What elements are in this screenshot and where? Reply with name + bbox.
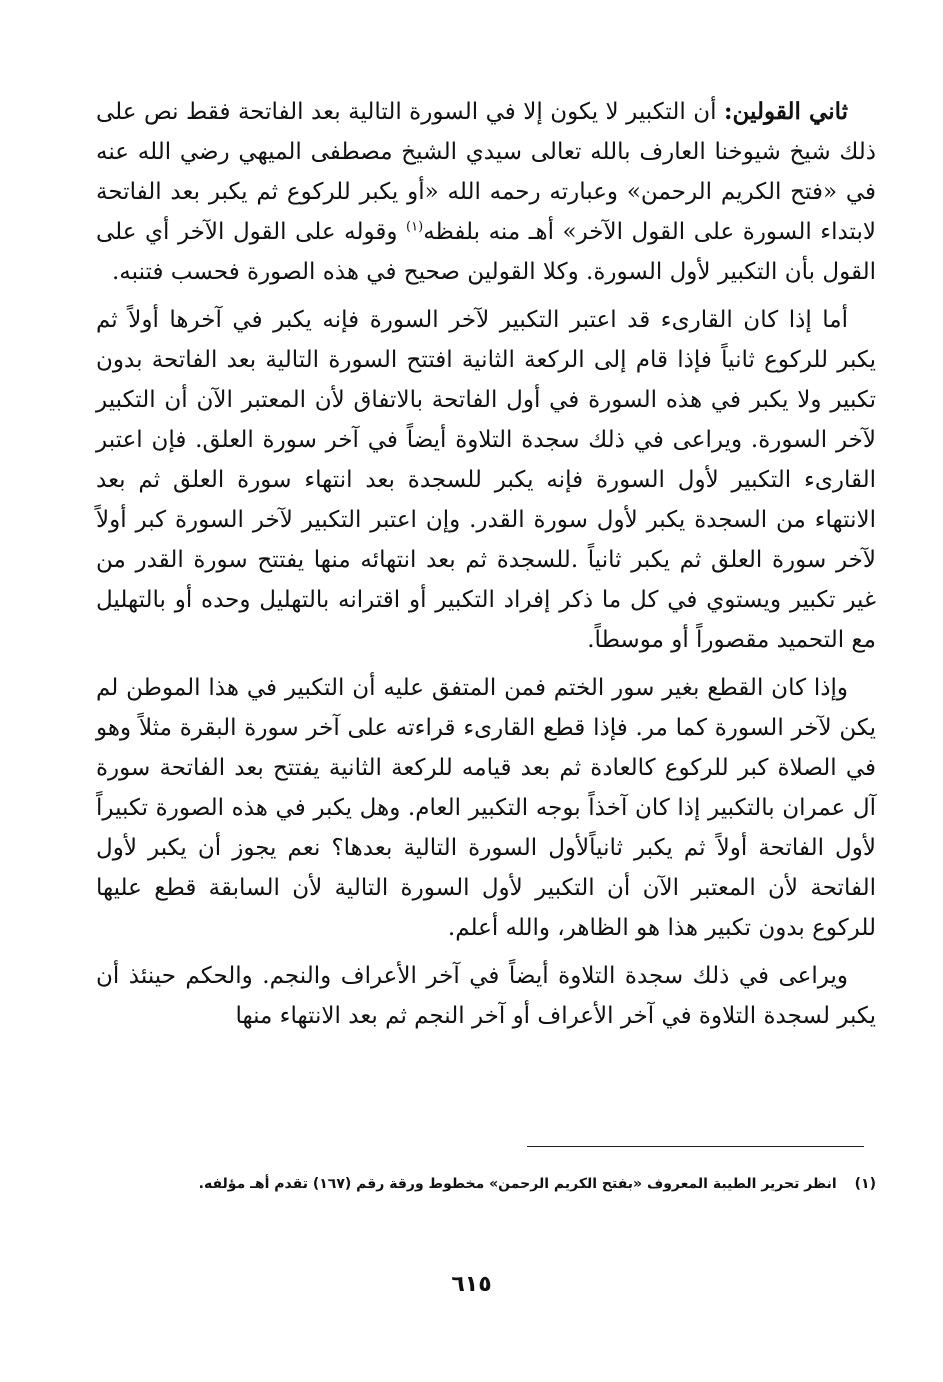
paragraph-1-text-b: وقوله على القول الآخر أي على القول بأن التكبير لأول السورة. وكلا القولين صحيح في هذه الصورة فحسب فتنبه.	[96, 219, 876, 285]
paragraph-1-text-a: أن التكبير لا يكون إلا في السورة التالية بعد الفاتحة فقط نص على ذلك شيخ شيوخنا العارف بالله تعالى سيدي الشيخ مصطفى الميهي رضي الله عنه في «فتح الكريم الرحمن» وعبارته رحمه الله «أو يكبر للركوع ثم يكبر بعد الفاتحة لابتداء السورة على القول الآخر» أهـ منه بلفظه	[96, 99, 877, 245]
footnote	[96, 1172, 876, 1196]
paragraph-1	[96, 92, 876, 292]
paragraph-2: أما إذا كان القارىء قد اعتبر التكبير لآخر السورة فإنه يكبر في آخرها أولاً ثم يكبر للركوع ثانياً فإذا قام إلى الركعة الثانية افتتح السورة التالية بعد الفاتحة بدون تكبير ولا يكبر في هذه السورة في أول الفاتحة بالاتفاق لأن المعتبر الآن أن التكبير لآخر السورة. ويراعى في ذلك سجدة التلاوة أيضاً في آخر سورة العلق. فإن اعتبر القارىء التكبير لأول السورة فإنه يكبر للسجدة بعد انتهاء سورة العلق ثم بعد الانتهاء من السجدة يكبر لأول سورة القدر. وإن اعتبر التكبير لآخر السورة كبر أولاً لآخر سورة العلق ثم يكبر ثانياً .للسجدة ثم بعد انتهائه منها يفتتح سورة القدر من غير تكبير ويستوي في كل ما ذكر إفراد التكبير أو اقترانه بالتهليل وحده أو بالتهليل مع التحميد مقصوراً أو موسطاً.	[96, 307, 877, 653]
main-text	[96, 92, 876, 1044]
footnote-text: انظر تحرير الطيبة المعروف «بفتح الكريم الرحمن» مخطوط ورقة رقم (١٦٧) تقدم أهـ مؤلفه.	[198, 1176, 837, 1192]
footnote-reference[interactable]: (١)	[406, 219, 424, 235]
paragraph-lead-heading: ثاني القولين:	[724, 98, 849, 125]
paragraph-4: ويراعى في ذلك سجدة التلاوة أيضاً في آخر الأعراف والنجم. والحكم حينئذ أن يكبر لسجدة التلاوة في آخر الأعراف أو آخر النجم ثم بعد الانتهاء منها	[96, 963, 876, 1029]
paragraph-3: وإذا كان القطع بغير سور الختم فمن المتفق عليه أن التكبير في هذا الموطن لم يكن لآخر السورة كما مر. فإذا قطع القارىء قراءته على آخر سورة البقرة مثلاً وهو في الصلاة كبر للركوع كالعادة ثم بعد قيامه للركعة الثانية يفتتح بعد الفاتحة سورة آل عمران بالتكبير إذا كان آخذاً بوجه التكبير العام. وهل يكبر في هذه الصورة تكبيراً لأول الفاتحة أولاً ثم يكبر ثانياًلأول السورة التالية بعدها؟ نعم يجوز أن يكبر لأول الفاتحة لأن المعتبر الآن أن التكبير لأول السورة التالية لأن السابقة قطع عليها للركوع بدون تكبير هذا هو الظاهر، والله أعلم.	[96, 675, 876, 941]
footnote-divider	[527, 1146, 864, 1147]
footnote-number: (١)	[854, 1176, 876, 1192]
page-number: ٦١٥	[451, 1272, 492, 1297]
